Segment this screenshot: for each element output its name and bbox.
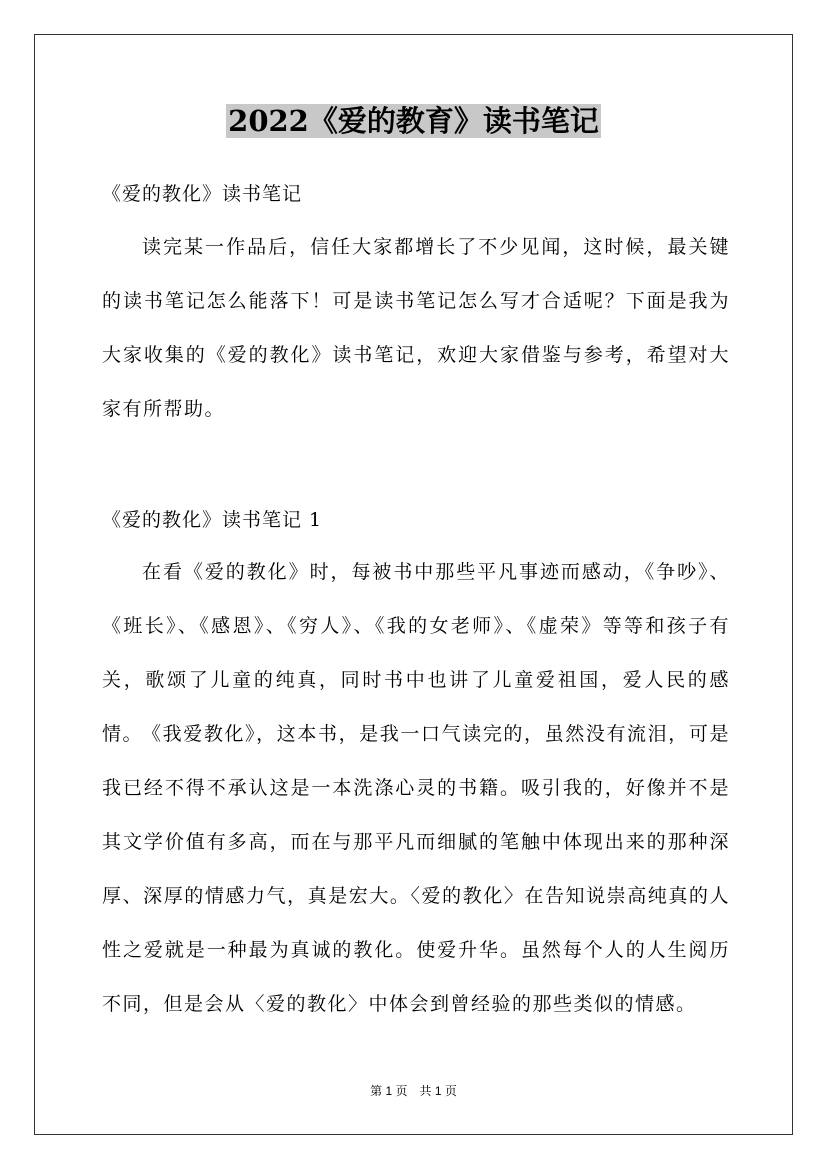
- document-title: [0, 100, 827, 142]
- page-number: 第 1 页 共 1 页: [370, 1084, 457, 1098]
- section1-heading: 《爱的教化》读书笔记 1: [102, 509, 323, 531]
- section1-paragraph-1: 在看《爱的教化》时，每被书中那些平凡事迹而感动，《争吵》、《班长》、《感恩》、《穷人》、《我的女老师》、《虚荣》等等和孩子有关，歌颂了儿童的纯真，同时书中也讲了儿童爱祖国，爱人民的感情。: [102, 561, 730, 745]
- section1-paragraph-2: 《我爱教化》，这本书，是我一口气读完的，虽然没有流泪，可是我已经不得不承认这是一本洗涤心灵的书籍。吸引我的，好像并不是其文学价值有多高，而在与那平凡而细腻的笔触中体现出来的那种深厚、深厚的情感力气，真是宏大。〈爱的教化〉在告知说崇高纯真的人性之爱就是一种最为真诚的教化。使爱升华。虽然每个人的人生阅历不同，但是会从〈爱的教化〉中体会到曾经验的那些类似的情感。: [102, 723, 730, 1015]
- document-subtitle: 《爱的教化》读书笔记: [102, 183, 303, 205]
- intro-paragraph: 读完某一作品后，信任大家都增长了不少见闻，这时候，最关键的读书笔记怎么能落下！可是读书笔记怎么写才合适呢？下面是我为大家收集的《爱的教化》读书笔记，欢迎大家借鉴与参考，希望对大家有所帮助。: [102, 236, 730, 420]
- document-title-text: 2022《爱的教育》读书笔记: [228, 104, 599, 138]
- page-footer: [0, 1083, 827, 1099]
